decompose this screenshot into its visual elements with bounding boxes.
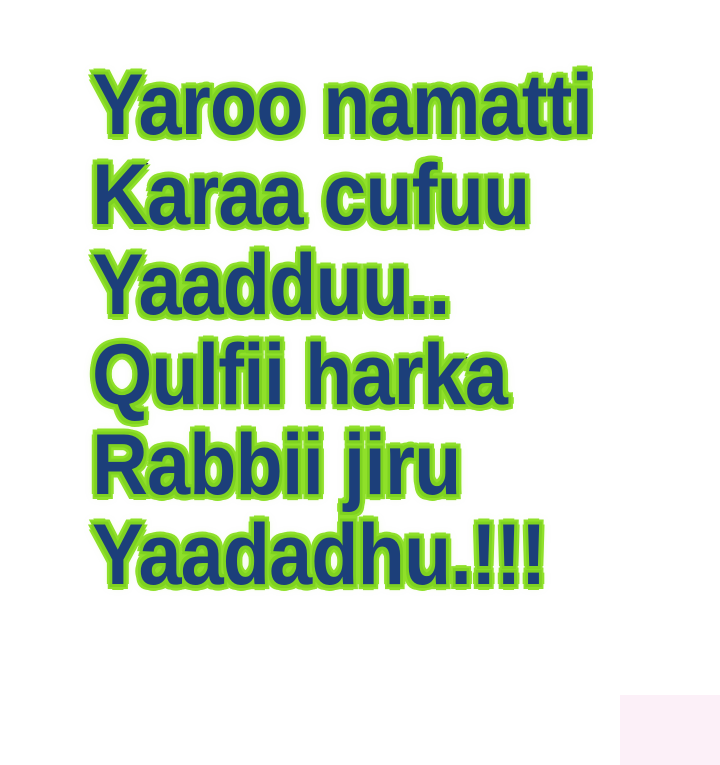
poem-line-5: Rabbii jiru xyxy=(92,417,461,513)
poem-text-block xyxy=(92,57,692,603)
poem-line-1: Yaroo namatti xyxy=(92,57,593,153)
poem-line-6: Yaadadhu.!!! xyxy=(92,507,546,603)
poem-line-2: Karaa cufuu xyxy=(92,147,530,243)
poem-line-3: Yaadduu.. xyxy=(92,237,450,333)
corner-tint-area xyxy=(620,695,720,765)
poem-line-4: Qulfii harka xyxy=(92,327,508,423)
